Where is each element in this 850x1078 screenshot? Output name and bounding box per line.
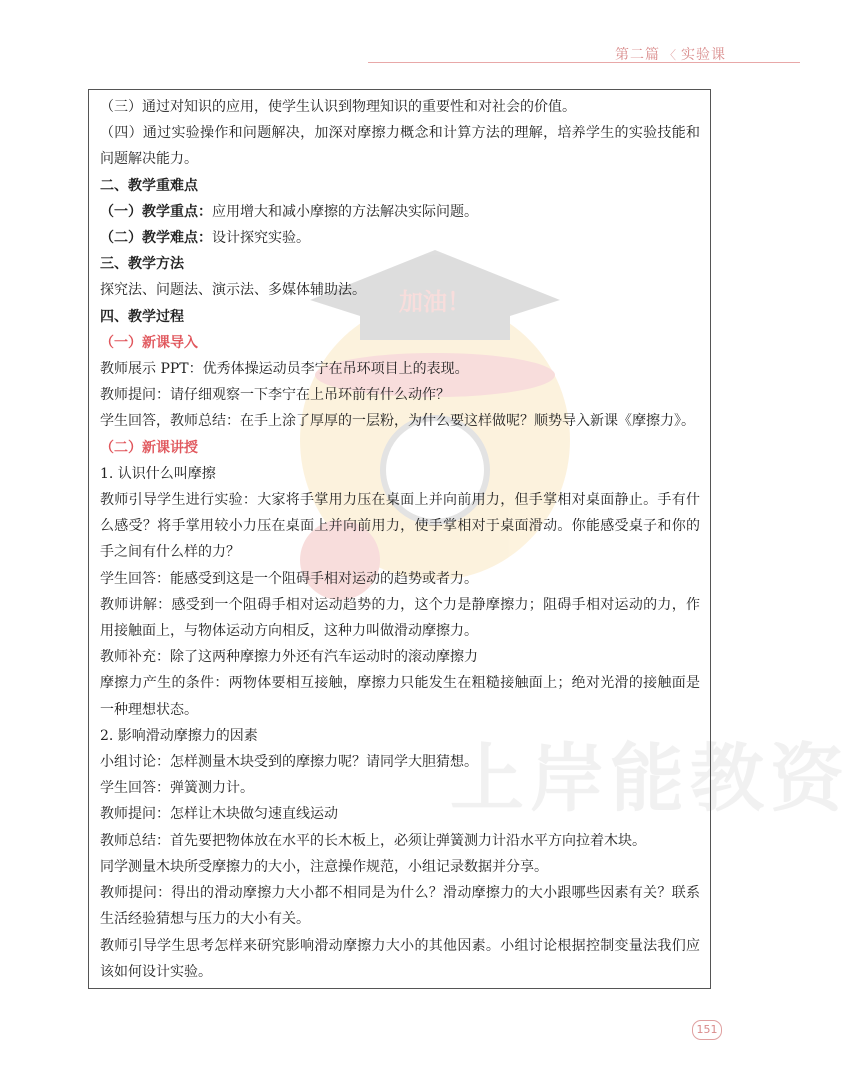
paragraph: 教师引导学生进行实验：大家将手掌用力压在桌面上并向前用力，但手掌相对桌面静止。手有什么感受？将手掌用较小力压在桌面上并向前用力，使手掌相对于桌面滑动。你能感受桌子和你的手之间有什么样的力？ [100, 492, 700, 561]
paragraph: 摩擦力产生的条件：两物体要相互接触，摩擦力只能发生在粗糙接触面上；绝对光滑的接触面是一种理想状态。 [100, 675, 700, 718]
section-heading: 四、教学过程 [100, 308, 184, 325]
mascot-badge: 加油！ [399, 288, 471, 316]
paragraph [100, 199, 700, 225]
header-rule [368, 62, 800, 63]
subsection-heading: （二）新课讲授 [100, 439, 198, 456]
paragraph: 小组讨论：怎样测量木块受到的摩擦力呢？请同学大胆猜想。 [100, 754, 478, 771]
header-separator-icon: 〈 [663, 47, 677, 62]
running-header [615, 44, 726, 64]
subsection-heading: （一）新课导入 [100, 334, 198, 351]
paragraph: （三）通过对知识的应用，使学生认识到物理知识的重要性和对社会的价值。 [100, 99, 576, 115]
difficult-point-text: 设计探究实验。 [212, 230, 310, 247]
document-body [100, 94, 700, 985]
paragraph: 教师展示 PPT：优秀体操运动员李宁在吊环项目上的表现。 [100, 361, 469, 378]
paragraph: 教师讲解：感受到一个阻碍手相对运动趋势的力，这个力是静摩擦力；阻碍手相对运动的力，作用接触面上，与物体运动方向相反，这种力叫做滑动摩擦力。 [100, 596, 700, 640]
paragraph: 学生回答：弹簧测力计。 [100, 780, 254, 797]
section-heading: 二、教学重难点 [100, 177, 198, 194]
paragraph: 学生回答：能感受到这是一个阻碍手相对运动的趋势或者力。 [100, 570, 478, 587]
paragraph: 1. 认识什么叫摩擦 [100, 465, 216, 482]
paragraph: 教师总结：首先要把物体放在水平的长木板上，必须让弹簧测力计沿水平方向拉着木块。 [100, 832, 646, 849]
watermark-text: 上岸能教资 [450, 736, 850, 822]
paragraph: 2. 影响滑动摩擦力的因素 [100, 727, 258, 744]
paragraph: （四）通过实验操作和问题解决，加深对摩擦力概念和计算方法的理解，培养学生的实验技能和问题解决能力。 [100, 125, 700, 168]
paragraph: 教师提问：得出的滑动摩擦力大小都不相同是为什么？滑动摩擦力的大小跟哪些因素有关？联系生活经验猜想与压力的大小有关。 [100, 885, 700, 928]
paragraph: 同学测量木块所受摩擦力的大小，注意操作规范，小组记录数据并分享。 [100, 858, 548, 875]
key-point-text: 应用增大和减小摩擦的方法解决实际问题。 [212, 203, 478, 220]
paragraph: 教师提问：请仔细观察一下李宁在上吊环前有什么动作？ [100, 387, 450, 404]
paragraph: 学生回答，教师总结：在手上涂了厚厚的一层粉，为什么要这样做呢？顺势导入新课《摩擦力》。 [100, 413, 695, 430]
difficult-point-label: （二）教学难点： [100, 230, 212, 247]
header-section: 实验课 [681, 47, 726, 63]
key-point-label: （一）教学重点： [100, 203, 212, 220]
section-heading: 三、教学方法 [100, 256, 184, 273]
paragraph: 教师补充：除了这两种摩擦力外还有汽车运动时的滚动摩擦力 [100, 649, 478, 666]
paragraph: 教师提问：怎样让木块做匀速直线运动 [100, 806, 338, 823]
paragraph: 探究法、问题法、演示法、多媒体辅助法。 [100, 282, 366, 299]
header-part: 第二篇 [614, 47, 660, 63]
paragraph: 教师引导学生思考怎样来研究影响滑动摩擦力大小的其他因素。小组讨论根据控制变量法我们应该如何设计实验。 [100, 937, 700, 980]
paragraph [100, 225, 700, 251]
page-number: 151 [692, 1020, 722, 1040]
